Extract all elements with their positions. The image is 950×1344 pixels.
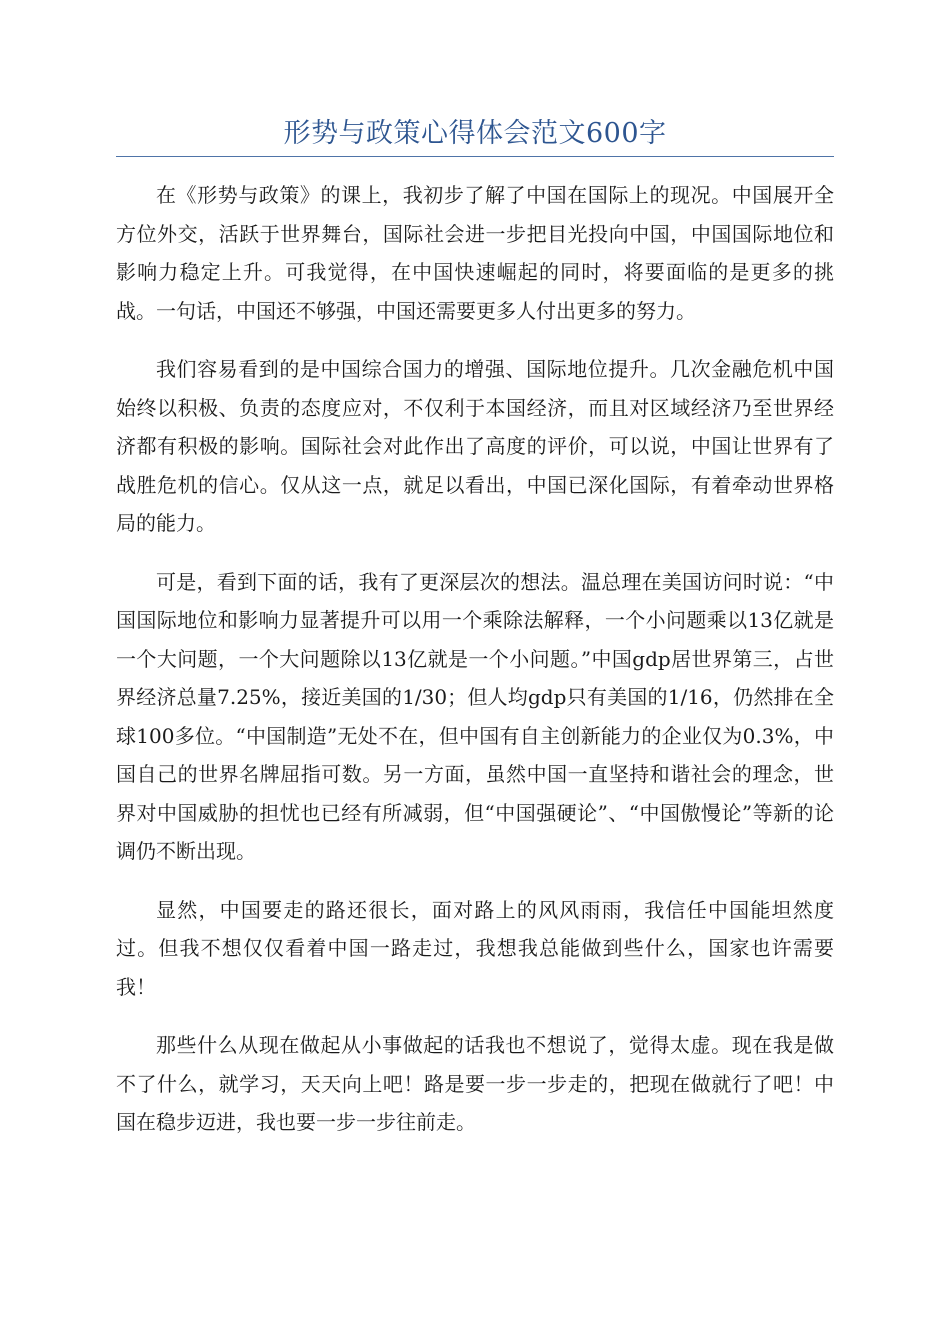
- title-block: [116, 112, 834, 157]
- paragraph-1: 在《形势与政策》的课上，我初步了解了中国在国际上的现况。中国展开全方位外交，活跃于世界舞台，国际社会进一步把目光投向中国，中国国际地位和影响力稳定上升。可我觉得，在中国快速崛起的同时，将要面临的是更多的挑战。一句话，中国还不够强，中国还需要更多人付出更多的努力。: [116, 183, 834, 323]
- document-title: 形势与政策心得体会范文600字: [283, 118, 667, 149]
- paragraph-4: 显然，中国要走的路还很长，面对路上的风风雨雨，我信任中国能坦然度过。但我不想仅仅看着中国一路走过，我想我总能做到些什么，国家也许需要我！: [116, 897, 834, 999]
- paragraph-2: 我们容易看到的是中国综合国力的增强、国际地位提升。几次金融危机中国始终以积极、负责的态度应对，不仅利于本国经济，而且对区域经济乃至世界经济都有积极的影响。国际社会对此作出了高度的评价，可以说，中国让世界有了战胜危机的信心。仅从这一点，就足以看出，中国已深化国际，有着牵动世界格局的能力。: [116, 357, 834, 535]
- paragraph-5: 那些什么从现在做起从小事做起的话我也不想说了，觉得太虚。现在我是做不了什么，就学习，天天向上吧！路是要一步一步走的，把现在做就行了吧！中国在稳步迈进，我也要一步一步往前走。: [116, 1033, 834, 1134]
- paragraph-3: 可是，看到下面的话，我有了更深层次的想法。温总理在美国访问时说：“中国国际地位和影响力显著提升可以用一个乘除法解释，一个小问题乘以13亿就是一个大问题，一个大问题除以13亿就是一个小问题。”中国gdp居世界第三，占世界经济总量7.25%，接近美国的1/30；但人均gdp只有美国的1/16，仍然排在全球100多位。“中国制造”无处不在，但中国有自主创新能力的企业仅为0.3%，中国自己的世界名牌屈指可数。另一方面，虽然中国一直坚持和谐社会的理念，世界对中国威胁的担忧也已经有所减弱，但“中国强硬论”、“中国傲慢论”等新的论调仍不断出现。: [116, 569, 834, 863]
- document-body: [116, 176, 834, 1162]
